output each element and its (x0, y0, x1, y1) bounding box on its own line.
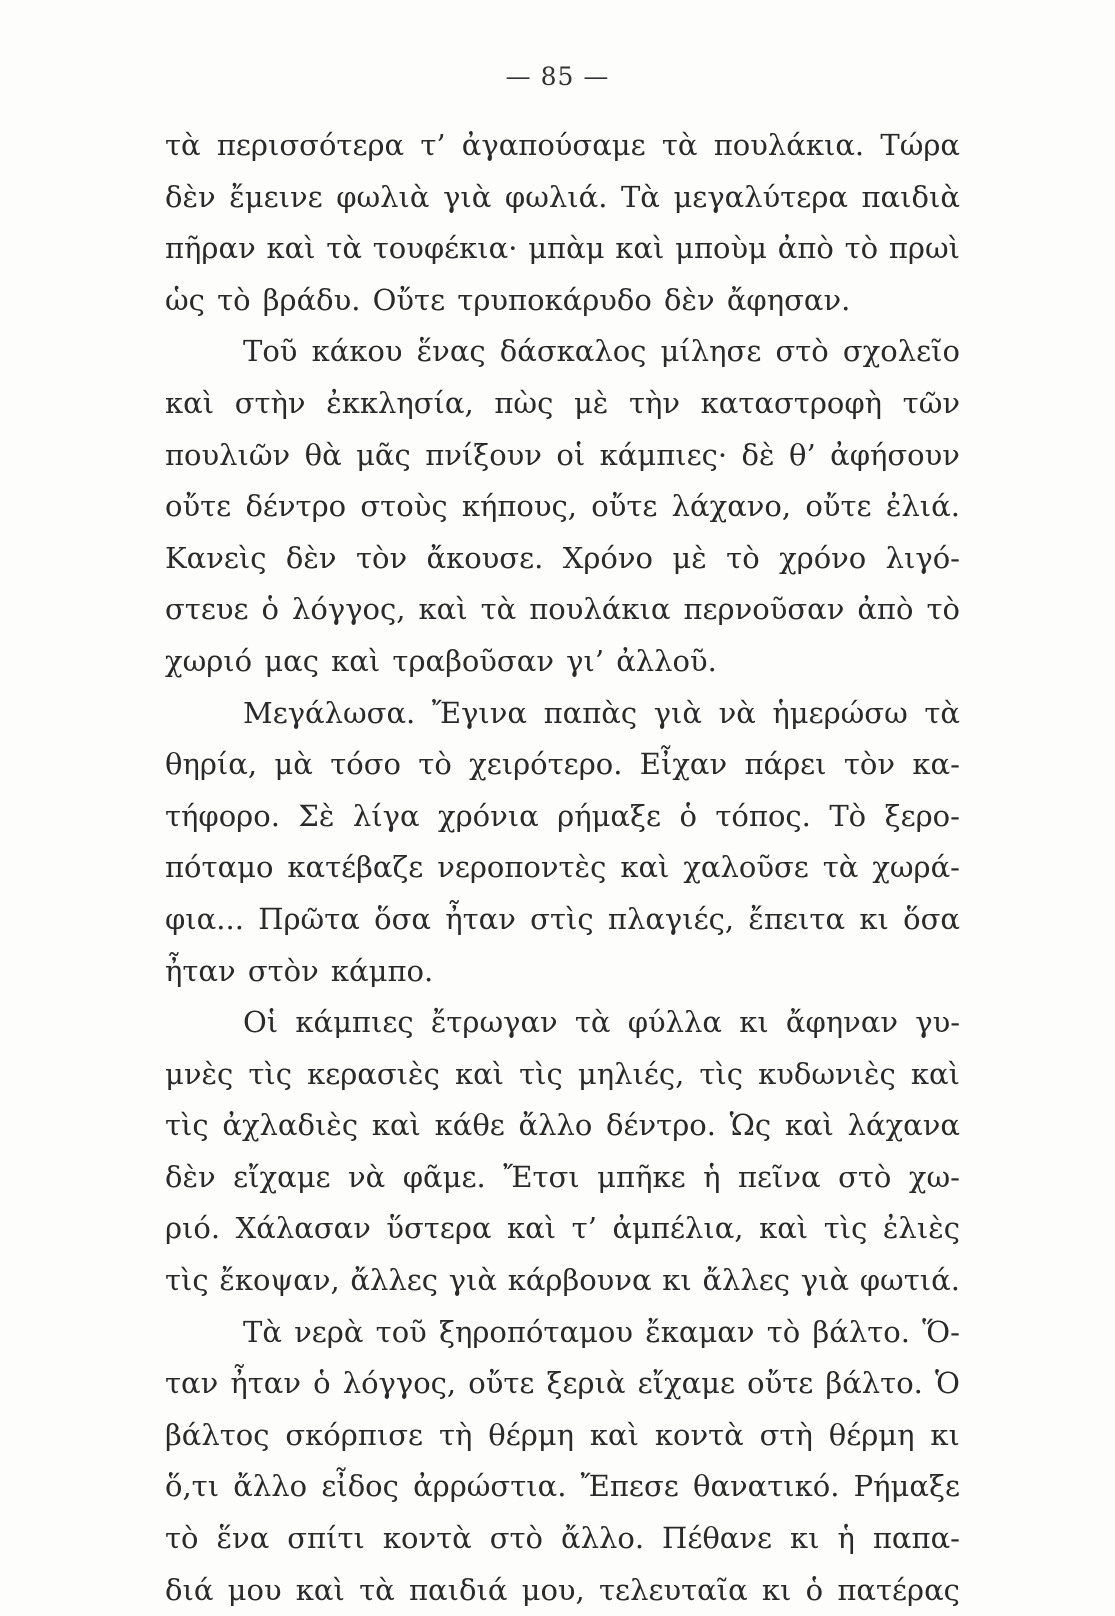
word: ὅ,τι (165, 1469, 220, 1504)
word: ὁ (313, 1366, 331, 1401)
word: πρωὶ (888, 231, 960, 266)
word: κι (662, 1263, 692, 1298)
word: πόταμο (165, 850, 274, 885)
word: θηρία, (165, 747, 258, 782)
text-line (165, 842, 960, 894)
word: τὰ (326, 231, 362, 266)
word: τὰ (822, 850, 859, 885)
word: ὕστερα (386, 1211, 492, 1246)
word: τὸν (843, 747, 896, 782)
word: Οὔτε (372, 282, 446, 317)
word: τὶς (823, 1211, 868, 1246)
word: Ἔγινα (431, 695, 527, 730)
word: παπα- (872, 1521, 960, 1556)
word: τὰ (480, 592, 517, 627)
word: λόγγος, (342, 1366, 457, 1401)
word: ἄφησαν. (726, 282, 851, 317)
word: Οἱ (243, 1005, 279, 1040)
word: μπὰμ (528, 231, 605, 266)
word: κι (790, 1521, 820, 1556)
word: Ἔπεσε (580, 1469, 679, 1504)
word: μου, (521, 1572, 585, 1607)
word: ἡμερώσω (772, 695, 908, 730)
word: παπὰς (543, 695, 638, 730)
word: μποὺμ (675, 231, 767, 266)
word: καὶ (759, 1211, 809, 1246)
word: μηλιές, (577, 1056, 685, 1091)
word: ἀπὸ (857, 592, 914, 627)
word: μὰ (274, 747, 313, 782)
word: Ἔτσι (503, 1159, 580, 1194)
text-line (165, 172, 960, 224)
word: Εἶχαν (639, 747, 728, 782)
word: ὅσα (374, 901, 431, 936)
word: ρήμαξε (557, 798, 662, 833)
word: καὶ (266, 231, 316, 266)
word: τὰ (574, 1005, 611, 1040)
text-line (165, 584, 960, 636)
word: δέντρο (245, 489, 347, 524)
word: τὶς (165, 1263, 209, 1298)
word: Χρόνο (562, 540, 653, 575)
word: κάμπιες (295, 1005, 414, 1040)
word: δὲν (165, 179, 216, 214)
word: βάλτος (165, 1417, 270, 1452)
text-line (165, 1100, 960, 1152)
word: τὶς (165, 1108, 209, 1143)
word: Τώρα (880, 128, 960, 162)
word: κατέβαζε (287, 850, 424, 885)
word: περνοῦσαν (683, 592, 845, 627)
word: ἦταν (230, 1366, 302, 1401)
word: τὴν (628, 385, 681, 420)
word: οὔτε (747, 1366, 814, 1401)
word: καὶ (165, 385, 215, 420)
word: χαλοῦσε (683, 850, 809, 885)
word: ἡ (703, 1159, 721, 1194)
word: κοντὰ (382, 1521, 472, 1556)
word: εἴχαμε (233, 1159, 331, 1194)
word: θανατικό. (692, 1469, 840, 1504)
word: πεῖνα (737, 1159, 821, 1194)
text-line (165, 1152, 960, 1204)
word: φια... (165, 901, 244, 936)
word: χωρά- (872, 850, 960, 885)
word: πνίξουν (425, 437, 542, 472)
word: λάχανο, (671, 489, 792, 524)
word: τόπος. (715, 798, 811, 833)
word: στευε (165, 592, 249, 627)
word: ἔμεινε (229, 179, 323, 214)
word: κα- (912, 747, 960, 782)
word: ἔκοψαν, (219, 1263, 340, 1298)
word: πλαγιές, (607, 901, 735, 936)
word: καὶ (295, 1572, 345, 1607)
word: Μεγάλωσα. (243, 695, 416, 730)
word: ἄλλες (702, 1263, 791, 1298)
word: γιὰ (443, 179, 492, 214)
word: πουλάκια (529, 592, 671, 627)
word: ἄλλο (233, 1469, 308, 1504)
word: βάλτο. (825, 1366, 923, 1401)
word: μεγαλύτερα (673, 179, 848, 214)
word: παιδιά (408, 1572, 508, 1607)
word: στὴν (234, 385, 306, 420)
word: Χάλασαν (235, 1211, 371, 1246)
word: δὲ (741, 437, 775, 472)
word: φωλιά. (504, 179, 608, 214)
word: φύλλα (627, 1005, 723, 1040)
word: διά (165, 1572, 214, 1607)
word: ἡ (837, 1521, 855, 1556)
body-text (165, 120, 960, 1616)
word: γι’ (566, 643, 605, 678)
word: οὔτε (468, 1366, 535, 1401)
word: τὸ (217, 282, 251, 317)
word: ἐλιὲς (882, 1211, 960, 1246)
word: ξερο- (884, 798, 960, 833)
word: σκόρπισε (285, 1417, 424, 1452)
word: Τὰ (243, 1314, 282, 1349)
word: μου (227, 1572, 282, 1607)
word: καὶ (620, 850, 670, 885)
word: ἀμπέλια, (612, 1211, 744, 1246)
word: νερὰ (294, 1314, 364, 1349)
text-line (165, 791, 960, 843)
word: δάσκαλος (499, 334, 647, 369)
word: παιδιὰ (861, 179, 960, 214)
word: μας (264, 643, 319, 678)
word: τραβοῦσαν (392, 643, 554, 678)
text-line (165, 997, 960, 1049)
word: ἦταν (165, 953, 236, 988)
word: Σὲ (298, 798, 335, 833)
word: Τὸ (829, 798, 867, 833)
word: θέρμη (828, 1417, 915, 1452)
text-line (165, 275, 960, 327)
word: χρόνο (779, 540, 867, 575)
word: κοντὰ (654, 1417, 744, 1452)
word: στὸν (247, 953, 319, 988)
word: ἕνας (416, 334, 486, 369)
word: καὶ (418, 592, 468, 627)
word: νεροποντὲς (437, 850, 607, 885)
text-line (165, 946, 960, 998)
word: καὶ (910, 1056, 960, 1091)
word: στὸ (775, 334, 829, 369)
word: ἄκουσε. (426, 540, 544, 575)
word: τὸ (926, 592, 960, 627)
word: τρυποκάρυδο (457, 282, 652, 317)
word: τελευταῖα (599, 1572, 748, 1607)
word: πὼς (494, 385, 554, 420)
word: τὰ (924, 695, 960, 730)
word: οὔτε (591, 489, 658, 524)
word: νὰ (718, 695, 756, 730)
word: τὶς (519, 1056, 563, 1091)
word: τὶς (699, 1056, 744, 1091)
word: καὶ (784, 1108, 834, 1143)
word: γιὰ (653, 695, 702, 730)
word: δὲν (285, 540, 337, 575)
text-line (165, 636, 960, 688)
word: πουλιῶν (165, 437, 291, 472)
text-line (165, 223, 960, 275)
text-line (165, 326, 960, 378)
text-line (165, 1307, 960, 1359)
word: Τοῦ (243, 334, 298, 369)
text-line (165, 1565, 960, 1616)
word: ἐκκλησία, (326, 385, 474, 420)
word: τὰ (661, 128, 698, 162)
word: ἄλλο (518, 1108, 593, 1143)
word: κερασιὲς (307, 1056, 440, 1091)
word: ξηροπόταμου (439, 1314, 633, 1349)
word: ἄφηναν (785, 1005, 899, 1040)
word: ἀπὸ (777, 231, 834, 266)
word: Ὡς (729, 1108, 772, 1143)
word: ἀρρώστια. (413, 1469, 567, 1504)
word: θέρμη (488, 1417, 575, 1452)
text-line (165, 1203, 960, 1255)
word: ὁ (805, 1572, 824, 1607)
text-line (165, 739, 960, 791)
text-line (165, 894, 960, 946)
word: λάχανα (847, 1108, 960, 1143)
word: περισσότερα (216, 128, 405, 162)
word: κάκου (311, 334, 403, 369)
word: τ’ (420, 128, 446, 162)
word: ὁ (261, 592, 280, 627)
text-line (165, 1358, 960, 1410)
word: τὴ (438, 1417, 473, 1452)
word: δέντρο. (606, 1108, 716, 1143)
word: κήπους, (461, 489, 577, 524)
word: τὸ (726, 540, 760, 575)
word: μὲ (672, 540, 707, 575)
word: θ’ (789, 437, 816, 472)
word: οὔτε (805, 489, 872, 524)
word: ὁ (679, 798, 697, 833)
word: ὡς (165, 282, 205, 317)
word: φᾶμε. (402, 1159, 486, 1194)
word: μπῆκε (597, 1159, 686, 1194)
word: λίγα (352, 798, 420, 833)
word: γιὰ (800, 1263, 850, 1298)
word: κάμπιες· (599, 437, 728, 472)
word: τὸν (355, 540, 408, 575)
word: εἴχαμε (637, 1366, 736, 1401)
word: δὲν (165, 1159, 216, 1194)
text-line (165, 1255, 960, 1307)
word: κι (739, 1005, 769, 1040)
word: στὸ (838, 1159, 892, 1194)
word: γιὰ (448, 1263, 497, 1298)
word: χω- (908, 1159, 960, 1194)
word: κι (761, 1572, 792, 1607)
word: θὰ (304, 437, 342, 472)
text-line (165, 1513, 960, 1565)
word: πάρει (744, 747, 827, 782)
word: καὶ (615, 231, 665, 266)
word: καὶ (371, 1108, 421, 1143)
word: μίλησε (660, 334, 762, 369)
word: ἄλλο. (561, 1521, 645, 1556)
text-line (165, 430, 960, 482)
word: στὸ (489, 1521, 544, 1556)
word: Τὰ (620, 179, 660, 214)
word: χειρότερο. (469, 747, 623, 782)
word: πατέρας (837, 1572, 960, 1607)
word: ἀγαπούσαμε (461, 128, 646, 162)
word: τήφορο. (165, 798, 280, 833)
word: ὅσα (903, 901, 960, 936)
word: στὴ (759, 1417, 813, 1452)
word: Ρήμαξε (853, 1469, 960, 1504)
word: τοῦ (375, 1314, 427, 1349)
word: ἀφήσουν (830, 437, 960, 472)
word: φωτιά. (859, 1263, 960, 1298)
text-line (165, 533, 960, 585)
text-line (165, 481, 960, 533)
word: καὶ (507, 1211, 557, 1246)
word: Πρῶτα (258, 901, 360, 936)
word: οὔτε (165, 489, 232, 524)
word: τουφέκια· (372, 231, 518, 266)
word: τὰ (359, 1572, 395, 1607)
word: ταν (165, 1366, 219, 1401)
word: κι (859, 901, 889, 936)
word: Ὁ (934, 1366, 960, 1401)
word: ριό. (165, 1211, 221, 1246)
word: τὸ (844, 231, 879, 266)
word: ἀλλοῦ. (616, 643, 717, 678)
word: στοὺς (360, 489, 448, 524)
word: κυδωνιὲς (758, 1056, 896, 1091)
word: λιγό- (885, 540, 960, 575)
word: τὸ (766, 1314, 801, 1349)
word: φωλιὰ (336, 179, 430, 214)
text-line (165, 1049, 960, 1101)
word: σπίτι (287, 1521, 365, 1556)
word: ἦταν (445, 901, 516, 936)
word: ἄλλες (350, 1263, 438, 1298)
word: μᾶς (356, 437, 411, 472)
word: βάλτο. (812, 1314, 910, 1349)
word: καὶ (589, 1417, 640, 1452)
text-line (165, 688, 960, 740)
page-number: — 85 — (505, 62, 610, 91)
word: κι (930, 1417, 960, 1452)
word: εἶδος (321, 1469, 399, 1504)
word: ἐλιά. (885, 489, 960, 524)
word: καὶ (331, 643, 381, 678)
word: τὸ (418, 747, 452, 782)
word: λόγγος, (292, 592, 406, 627)
word: χρόνια (438, 798, 539, 833)
word: ἔπειτα (748, 901, 846, 936)
word: πουλάκια. (713, 128, 865, 162)
word: Κανεὶς (165, 540, 267, 575)
word: τὶς (248, 1056, 293, 1091)
word: τὸ (165, 1521, 199, 1556)
word: γυ- (915, 1005, 960, 1040)
word: ἔκαμαν (645, 1314, 755, 1349)
word: κάρβουνα (507, 1263, 652, 1298)
word: ἔτρωγαν (430, 1005, 558, 1040)
word: καὶ (454, 1056, 505, 1091)
word: ἀχλαδιὲς (222, 1108, 359, 1143)
word: κάμπο. (330, 953, 434, 988)
word: μνὲς (165, 1056, 234, 1091)
word: τ’ (571, 1211, 597, 1246)
word: Ὅ- (922, 1314, 960, 1349)
word: κάθε (434, 1108, 505, 1143)
word: τόσο (330, 747, 401, 782)
word: ἕνα (216, 1521, 270, 1556)
word: δὲν (664, 282, 715, 317)
word: οἱ (556, 437, 586, 472)
word: στὶς (530, 901, 594, 936)
word: τὰ (165, 128, 201, 162)
word: τῶν (902, 385, 960, 420)
word: ξεριὰ (546, 1366, 626, 1401)
word: σχολεῖο (842, 334, 960, 369)
word: Πέθανε (662, 1521, 773, 1556)
text-line (165, 120, 960, 172)
word: νὰ (348, 1159, 386, 1194)
word: χωριό (165, 643, 253, 678)
word: καταστροφὴ (700, 385, 883, 420)
word: βράδυ. (262, 282, 361, 317)
word: πῆραν (165, 231, 256, 266)
text-line (165, 1410, 960, 1462)
text-line (165, 378, 960, 430)
text-line (165, 1461, 960, 1513)
word: μὲ (573, 385, 609, 420)
